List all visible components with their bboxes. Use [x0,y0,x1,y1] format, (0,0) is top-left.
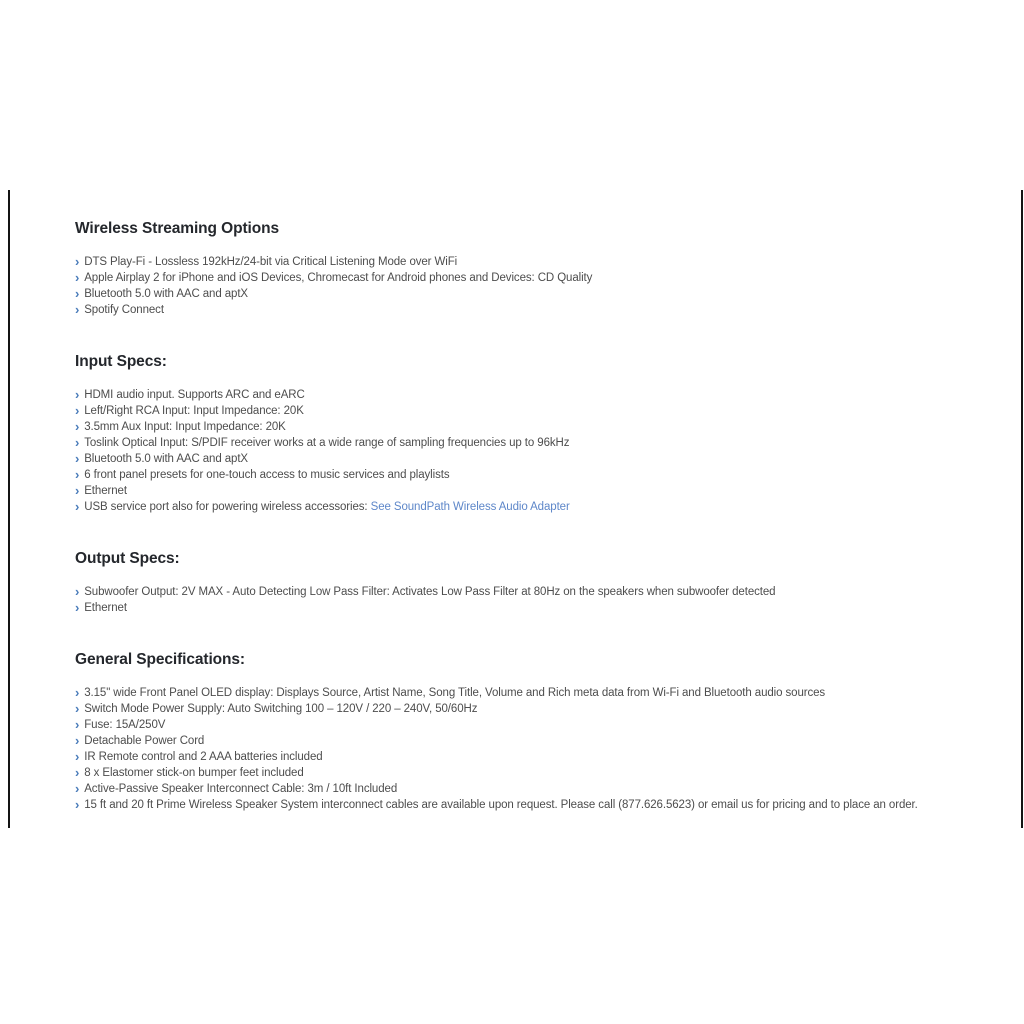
spec-item-text: Bluetooth 5.0 with AAC and aptX [84,453,248,465]
spec-list-item [75,483,1024,499]
spec-item-text: 15 ft and 20 ft Prime Wireless Speaker System interconnect cables are available upon request. Please call (877.626.5623) or email us for pricing and to place an order. [84,799,918,811]
chevron-right-icon: › [75,302,80,317]
spec-item-text: IR Remote control and 2 AAA batteries included [84,751,323,763]
spec-list [75,584,1024,616]
section-heading: Wireless Streaming Options [75,220,279,237]
spec-list [75,254,1024,318]
spec-item-text: 3.15" wide Front Panel OLED display: Displays Source, Artist Name, Song Title, Volume and Rich meta data from Wi-Fi and Bluetooth audio sources [84,687,826,699]
chevron-right-icon: › [75,419,80,434]
spec-list-item [75,419,1024,435]
chevron-right-icon: › [75,600,80,615]
spec-item-text: HDMI audio input. Supports ARC and eARC [84,389,305,401]
section-heading: Output Specs: [75,550,180,567]
spec-item-text: Subwoofer Output: 2V MAX - Auto Detecting Low Pass Filter: Activates Low Pass Filter at 80Hz on the speakers when subwoofer detected [84,586,776,598]
chevron-right-icon: › [75,717,80,732]
chevron-right-icon: › [75,270,80,285]
spec-item-text: 3.5mm Aux Input: Input Impedance: 20K [84,421,286,433]
spec-item-text: Bluetooth 5.0 with AAC and aptX [84,288,248,300]
chevron-right-icon: › [75,403,80,418]
spec-item-text: 6 front panel presets for one-touch access to music services and playlists [84,469,450,481]
spec-list-item [75,797,1024,813]
chevron-right-icon: › [75,451,80,466]
chevron-right-icon: › [75,797,80,812]
spec-item-text: Switch Mode Power Supply: Auto Switching 100 – 120V / 220 – 240V, 50/60Hz [84,703,478,715]
spec-list-item [75,467,1024,483]
chevron-right-icon: › [75,254,80,269]
spec-list-item [75,600,1024,616]
spec-list-item [75,749,1024,765]
spec-list-item [75,451,1024,467]
spec-list-item [75,701,1024,717]
chevron-right-icon: › [75,584,80,599]
page-left-rule [8,190,10,828]
spec-item-text: Ethernet [84,485,127,497]
specs-content [75,219,1024,847]
spec-item-text: Apple Airplay 2 for iPhone and iOS Devices, Chromecast for Android phones and Devices: CD Quality [84,272,593,284]
chevron-right-icon: › [75,387,80,402]
chevron-right-icon: › [75,286,80,301]
section-heading: Input Specs: [75,353,167,370]
chevron-right-icon: › [75,483,80,498]
spec-item-text: DTS Play-Fi - Lossless 192kHz/24-bit via Critical Listening Mode over WiFi [84,256,458,268]
soundpath-adapter-link[interactable]: See SoundPath Wireless Audio Adapter [370,501,570,513]
spec-list-item [75,765,1024,781]
chevron-right-icon: › [75,733,80,748]
spec-item-text: 8 x Elastomer stick-on bumper feet included [84,767,304,779]
spec-list-item [75,733,1024,749]
spec-list-item [75,254,1024,270]
chevron-right-icon: › [75,781,80,796]
spec-item-text: Fuse: 15A/250V [84,719,166,731]
spec-list-item [75,717,1024,733]
spec-list-item [75,403,1024,419]
chevron-right-icon: › [75,435,80,450]
spec-section [75,549,1024,616]
chevron-right-icon: › [75,499,80,514]
spec-section [75,219,1024,318]
chevron-right-icon: › [75,765,80,780]
spec-list-item [75,387,1024,403]
spec-item-text: Active-Passive Speaker Interconnect Cable: 3m / 10ft Included [84,783,398,795]
spec-section [75,650,1024,813]
spec-item-text: Toslink Optical Input: S/PDIF receiver works at a wide range of sampling frequencies up to 96kHz [84,437,570,449]
spec-list-item [75,584,1024,600]
spec-list-item [75,685,1024,701]
chevron-right-icon: › [75,749,80,764]
spec-list [75,685,1024,813]
chevron-right-icon: › [75,685,80,700]
chevron-right-icon: › [75,701,80,716]
spec-item-text: Spotify Connect [84,304,164,316]
spec-section [75,352,1024,515]
spec-list-item [75,499,1024,515]
spec-list-item [75,435,1024,451]
spec-item-text: Left/Right RCA Input: Input Impedance: 20K [84,405,304,417]
chevron-right-icon: › [75,467,80,482]
spec-item-text: Ethernet [84,602,127,614]
spec-list-item [75,270,1024,286]
spec-list-item [75,302,1024,318]
spec-item-text: Detachable Power Cord [84,735,205,747]
spec-list [75,387,1024,515]
section-heading: General Specifications: [75,651,245,668]
spec-list-item [75,286,1024,302]
spec-list-item [75,781,1024,797]
spec-item-text: USB service port also for powering wireless accessories: [84,501,371,513]
